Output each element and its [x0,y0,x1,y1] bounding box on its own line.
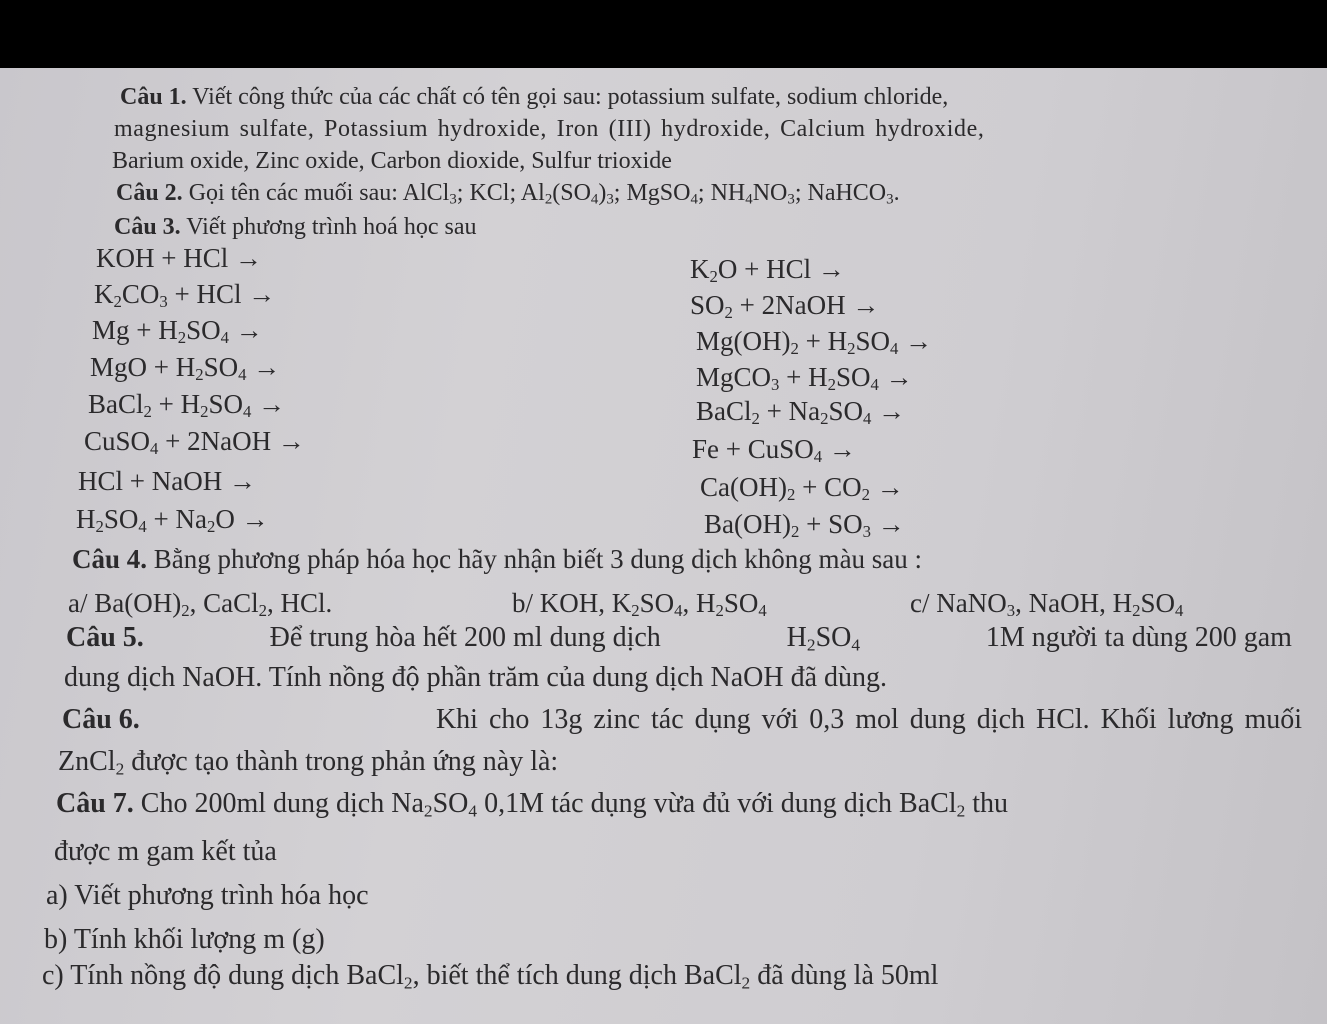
q6-line2 [58,746,559,779]
q1-text-line3: Barium oxide, Zinc oxide, Carbon dioxide, Sulfur trioxide [112,148,672,174]
q7-text-c: thu [972,788,1009,819]
q7-part-c-formula-1: BaCl$_2$ [346,960,413,993]
q1-label: Câu 1. [120,84,187,110]
eq-left-7: HCl + NaOH → [78,466,256,496]
eq-left-3: $Mg + H_2SO_4$ → [92,315,263,348]
q7-part-c-formula-2: BaCl$_2$ [683,960,751,993]
q7-part-c-text-b: , biết thể tích dung dịch [412,960,677,991]
q1-line3 [112,149,672,173]
eq-right-6: Fe + CuSO$_4$ → [692,434,856,467]
eq-right-4: MgCO$_3$ + $H_2SO_4$ → [696,362,913,395]
eq-right-7: $Ca(OH)_2 + CO_2$ → [700,472,904,505]
q5-text-a: Để trung hòa hết 200 ml dung dịch [269,622,661,653]
eq-right-3: $Mg(OH)_2 + H_2SO_4$ → [696,326,933,359]
q7-formula-na2so4: $Na_2SO_4$ [391,788,478,821]
eq-right-1: $K_2O$ + HCl → [690,254,845,287]
q7-part-a [46,882,369,910]
q6-line1 [62,706,1302,734]
q6-text-line2: được tạo thành trong phản ứng này là: [131,746,559,777]
q6-label: Câu 6. [62,704,140,735]
q7-line1 [56,788,1009,821]
eq-left-1: KOH + HCl → [96,243,262,273]
q5-formula: $H_2SO_4$ [786,622,861,655]
q5-line2 [64,664,887,692]
q7-part-b [44,926,325,954]
q7-line2 [54,838,277,866]
q2-label: Câu 2. [116,180,183,206]
q3-label: Câu 3. [114,214,181,240]
eq-left-8: $H_2SO_4 + Na_2O$ → [76,504,269,537]
q7-part-c-text-a: c) Tính nồng độ dung dịch [42,960,340,991]
q4-label: Câu 4. [72,544,148,574]
q3-text: Viết phương trình hoá học sau [186,214,477,240]
eq-left-6: CuSO$_4$ + 2NaOH → [84,426,305,459]
q7-part-c [42,960,939,993]
eq-left-5: BaCl$_2$ + $H_2SO_4$ → [88,389,286,422]
q1-text-line1: Viết công thức của các chất có tên gọi sau: potassium sulfate, sodium chloride, [192,84,949,110]
q7-part-a-text: a) Viết phương trình hóa học [46,880,369,911]
eq-right-2: $SO_2$ + 2NaOH → [690,290,880,323]
q4-b-label: b/ [512,588,534,618]
q4-c-label: c/ [910,588,930,618]
eq-right-5: BaCl$_2$ + $Na_2SO_4$ → [696,396,906,429]
q7-formula-bacl2: BaCl$_2$ [899,788,966,821]
q4-option-c: c/ NaNO$_3$, NaOH, $H_2SO_4$ [910,588,1184,621]
q2-line [116,180,900,208]
eq-left-4: MgO + $H_2SO_4$ → [90,352,281,385]
top-dark-border [0,0,1327,68]
q4-a-label: a/ [68,588,88,618]
q4-option-b: b/ KOH, $K_2SO_4$, $H_2SO_4$ [512,588,767,621]
eq-left-2: $K_2CO_3$ + HCl → [94,279,276,312]
q7-text-a: Cho 200ml dung dịch [140,788,385,819]
q2-text: Gọi tên các muối sau: [188,180,398,206]
q6-text-line1: Khi cho 13g zinc tác dụng với 0,3 mol dung dịch HCl. Khối lương muối [435,704,1302,735]
q2-salts: AlCl$_3$; KCl; $Al_2(SO_4)_3$; MgSO$_4$; $NH_4NO_3$; NaHCO$_3$. [402,180,900,208]
q7-part-c-text-c: đã dùng là 50ml [757,960,939,991]
q1-text-line2: magnesium sulfate, Potassium hydroxide, Iron (III) hydroxide, Calcium hydroxide, [114,116,985,142]
q7-text-b: 0,1M tác dụng vừa đủ với dung dịch [484,788,893,819]
q7-text-line2: được m gam kết tủa [54,836,277,867]
eq-right-8: $Ba(OH)_2 + SO_3$ → [704,509,905,542]
q5-text-b: 1M người ta dùng 200 gam [985,622,1292,653]
q4-text: Bằng phương pháp hóa học hãy nhận biết 3 dung dịch không màu sau : [153,544,923,574]
q3-line [114,215,476,239]
q5-text-line2: dung dịch NaOH. Tính nồng độ phần trăm của dung dịch NaOH đã dùng. [64,662,887,693]
q1-line2 [114,117,985,141]
q6-formula: ZnCl$_2$ [58,746,125,779]
q4-option-a: a/ $Ba(OH)_2$, CaCl$_2$, HCl. [68,588,333,621]
q5-label: Câu 5. [66,622,144,653]
q1-line1 [120,85,1220,109]
q4-line [72,546,922,573]
q5-line1 [66,622,1292,655]
q7-part-b-text: b) Tính khối lượng m (g) [44,924,325,955]
q7-label: Câu 7. [56,788,134,819]
